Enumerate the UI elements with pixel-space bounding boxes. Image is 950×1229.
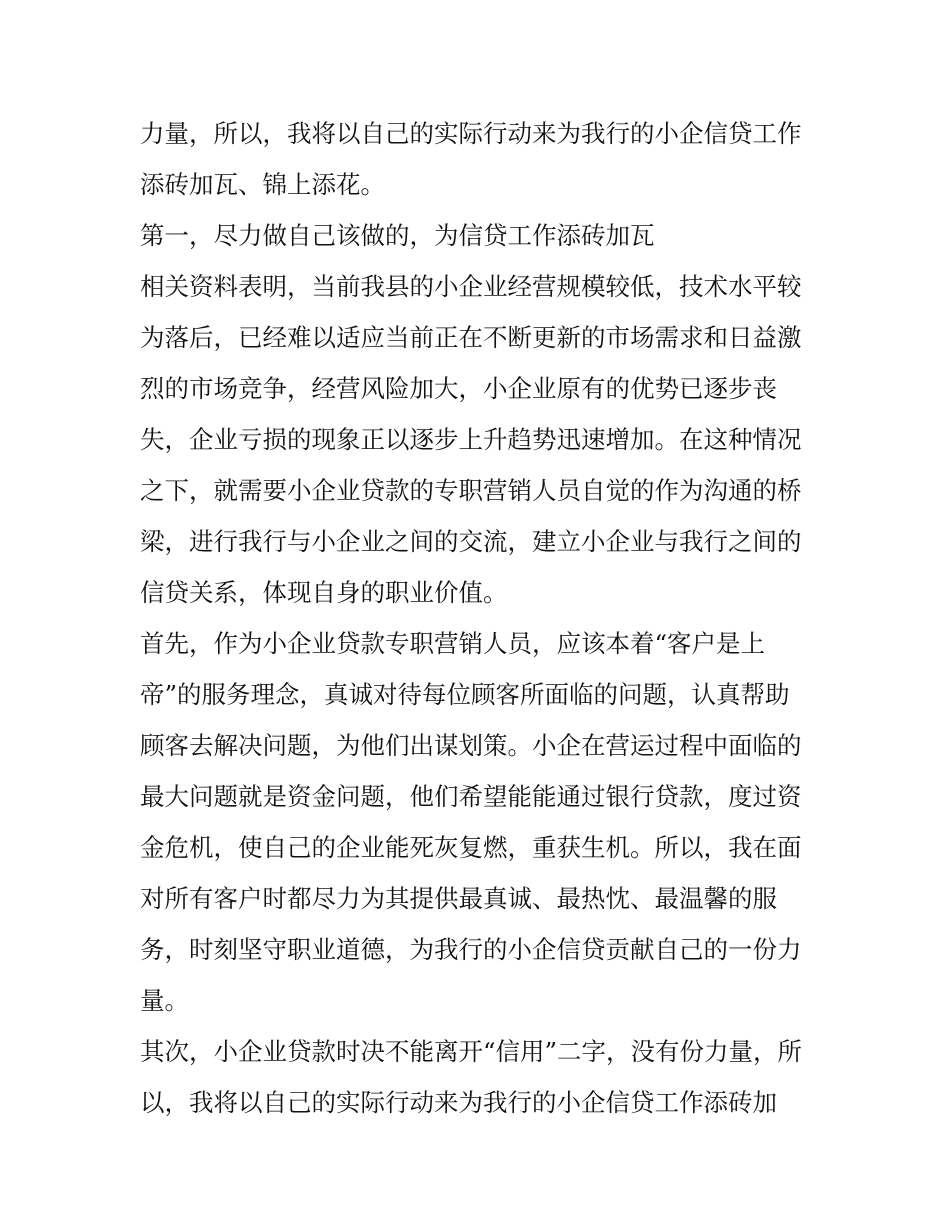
text-line-9: 梁，进行我行与小企业之间的交流，建立小企业与我行之间的: [140, 527, 802, 556]
text-line-15: 金危机，使自己的企业能死灰复燃，重获生机。所以，我在面: [140, 833, 802, 862]
text-line-7: 失，企业亏损的现象正以逐步上升趋势迅速增加。在这种情况: [140, 425, 802, 454]
text-line-14: 最大问题就是资金问题，他们希望能能通过银行贷款，度过资: [140, 782, 802, 811]
text-line-16: 对所有客户时都尽力为其提供最真诚、最热忱、最温馨的服: [140, 884, 777, 913]
text-line-18: 量。: [140, 986, 189, 1015]
text-line-11: 首先，作为小企业贷款专职营销人员，应该本着“客户是上: [140, 629, 766, 658]
section-heading: 第一，尽力做自己该做的，为信贷工作添砖加瓦: [140, 221, 655, 250]
text-line-1: 力量，所以，我将以自己的实际行动来为我行的小企信贷工作: [140, 119, 802, 148]
text-line-2: 添砖加瓦、锦上添花。: [140, 170, 385, 199]
text-line-17: 务，时刻坚守职业道德，为我行的小企信贷贡献自己的一份力: [140, 935, 802, 964]
text-line-20: 以，我将以自己的实际行动来为我行的小企信贷工作添砖加: [140, 1088, 777, 1117]
text-line-13: 顾客去解决问题，为他们出谋划策。小企在营运过程中面临的: [140, 731, 802, 760]
text-line-10: 信贷关系，体现自身的职业价值。: [140, 578, 508, 607]
text-line-12: 帝”的服务理念，真诚对待每位顾客所面临的问题，认真帮助: [140, 680, 790, 709]
text-line-8: 之下，就需要小企业贷款的专职营销人员自觉的作为沟通的桥: [140, 476, 802, 505]
text-line-4: 相关资料表明，当前我县的小企业经营规模较低，技术水平较: [140, 272, 802, 301]
text-line-19: 其次，小企业贷款时决不能离开“信用”二字，没有份力量，所: [140, 1037, 803, 1066]
text-line-6: 烈的市场竞争，经营风险加大，小企业原有的优势已逐步丧: [140, 374, 777, 403]
document-body: [140, 108, 820, 1128]
text-line-5: 为落后，已经难以适应当前正在不断更新的市场需求和日益激: [140, 323, 802, 352]
